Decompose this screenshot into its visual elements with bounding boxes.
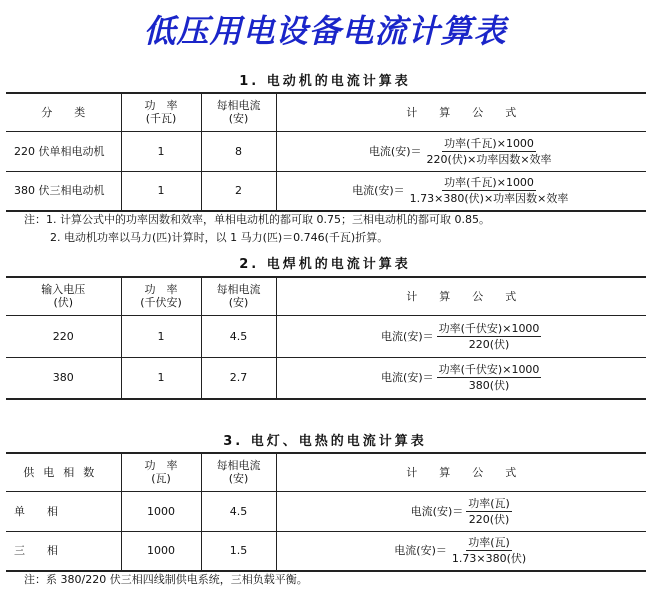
section1-title: 1. 电动机的电流计算表: [239, 74, 411, 89]
formula-lhs: 电流(安)＝: [394, 544, 447, 558]
row-power: 1000: [121, 531, 201, 571]
welder-current-table: [6, 276, 646, 400]
row-formula: [276, 131, 646, 171]
section1-note-2: 2. 电动机功率以马力(匹)计算时，以 1 马力(匹)＝0.746(千瓦)折算。: [50, 231, 389, 244]
section3-note: 注：系 380/220 伏三相四线制供电系统，三相负载平衡。: [24, 573, 308, 586]
row-category: 380 伏三相电动机: [6, 171, 121, 211]
header-power: [121, 453, 201, 491]
table-row: [6, 357, 646, 399]
header-current-unit: (安): [228, 472, 249, 486]
formula-numerator: 功率(千瓦)×1000: [444, 136, 534, 150]
header-current: [201, 277, 276, 315]
row-current: 2.7: [201, 357, 276, 399]
formula-denominator: 380(伏): [468, 379, 510, 393]
section3-title: 3. 电灯、电热的电流计算表: [223, 434, 427, 449]
formula-denominator: 1.73×380(伏)×功率因数×效率: [409, 192, 569, 206]
table-row: [6, 531, 646, 571]
row-voltage: 220: [6, 315, 121, 357]
header-formula: 计 算 公 式: [276, 277, 646, 315]
row-formula: [276, 531, 646, 571]
row-power: 1: [121, 131, 201, 171]
header-current-unit: (安): [228, 296, 249, 310]
section1-note-1: 注：1. 计算公式中的功率因数和效率，单相电动机的都可取 0.75；三相电动机的都可取 0.85。: [24, 213, 490, 226]
row-formula: [276, 491, 646, 531]
header-current-label: 每相电流: [216, 283, 261, 297]
formula-denominator: 220(伏): [468, 337, 510, 351]
section2-title: 2. 电焊机的电流计算表: [239, 257, 411, 272]
header-current: [201, 93, 276, 131]
lighting-heating-current-table: [6, 452, 646, 572]
formula-numerator: 功率(千瓦)×1000: [444, 176, 534, 190]
row-power: 1000: [121, 491, 201, 531]
table-header-row: [6, 93, 646, 131]
motor-current-table: [6, 92, 646, 212]
header-power-unit: (千瓦): [145, 112, 177, 126]
row-power: 1: [121, 357, 201, 399]
header-phases: 供电相数: [6, 453, 121, 491]
formula-lhs: 电流(安)＝: [352, 184, 405, 198]
formula-numerator: 功率(瓦): [468, 536, 510, 550]
header-power-unit: (千伏安): [140, 296, 182, 310]
formula-denominator: 1.73×380(伏): [451, 552, 527, 566]
row-current: 2: [201, 171, 276, 211]
row-formula: [276, 315, 646, 357]
formula-lhs: 电流(安)＝: [381, 329, 434, 343]
formula-lhs: 电流(安)＝: [368, 144, 422, 158]
formula-numerator: 功率(千伏安)×1000: [438, 363, 540, 377]
formula-lhs: 电流(安)＝: [410, 504, 464, 518]
header-power-label: 功 率: [144, 459, 178, 473]
row-current: 1.5: [201, 531, 276, 571]
header-power-unit: (瓦): [151, 472, 171, 486]
row-phases: 三 相: [6, 531, 121, 571]
main-title: 低压用电设备电流计算表: [143, 12, 507, 50]
row-category: 220 伏单相电动机: [6, 131, 121, 171]
header-voltage: [6, 277, 121, 315]
table-row: [6, 171, 646, 211]
table-header-row: [6, 277, 646, 315]
row-voltage: 380: [6, 357, 121, 399]
row-power: 1: [121, 315, 201, 357]
table-row: [6, 315, 646, 357]
row-formula: [276, 171, 646, 211]
header-current-label: 每相电流: [216, 99, 261, 113]
header-formula: 计 算 公 式: [276, 453, 646, 491]
table-header-row: [6, 453, 646, 491]
header-current: [201, 453, 276, 491]
formula-numerator: 功率(千伏安)×1000: [438, 321, 540, 335]
formula-denominator: 220(伏): [468, 512, 510, 526]
formula-numerator: 功率(瓦): [468, 496, 510, 510]
table-row: [6, 491, 646, 531]
row-phases: 单 相: [6, 491, 121, 531]
table-row: [6, 131, 646, 171]
header-power: [121, 277, 201, 315]
header-current-unit: (安): [228, 112, 249, 126]
row-current: 8: [201, 131, 276, 171]
row-power: 1: [121, 171, 201, 211]
header-power-label: 功 率: [144, 283, 178, 297]
header-category: 分 类: [6, 93, 121, 131]
formula-lhs: 电流(安)＝: [381, 371, 434, 385]
header-formula: 计 算 公 式: [276, 93, 646, 131]
header-voltage-label: 输入电压: [41, 283, 86, 297]
header-voltage-unit: (伏): [53, 296, 74, 310]
formula-denominator: 220(伏)×功率因数×效率: [426, 152, 552, 166]
header-current-label: 每相电流: [216, 459, 261, 473]
header-power-label: 功 率: [144, 99, 178, 113]
header-power: [121, 93, 201, 131]
row-current: 4.5: [201, 315, 276, 357]
row-formula: [276, 357, 646, 399]
row-current: 4.5: [201, 491, 276, 531]
